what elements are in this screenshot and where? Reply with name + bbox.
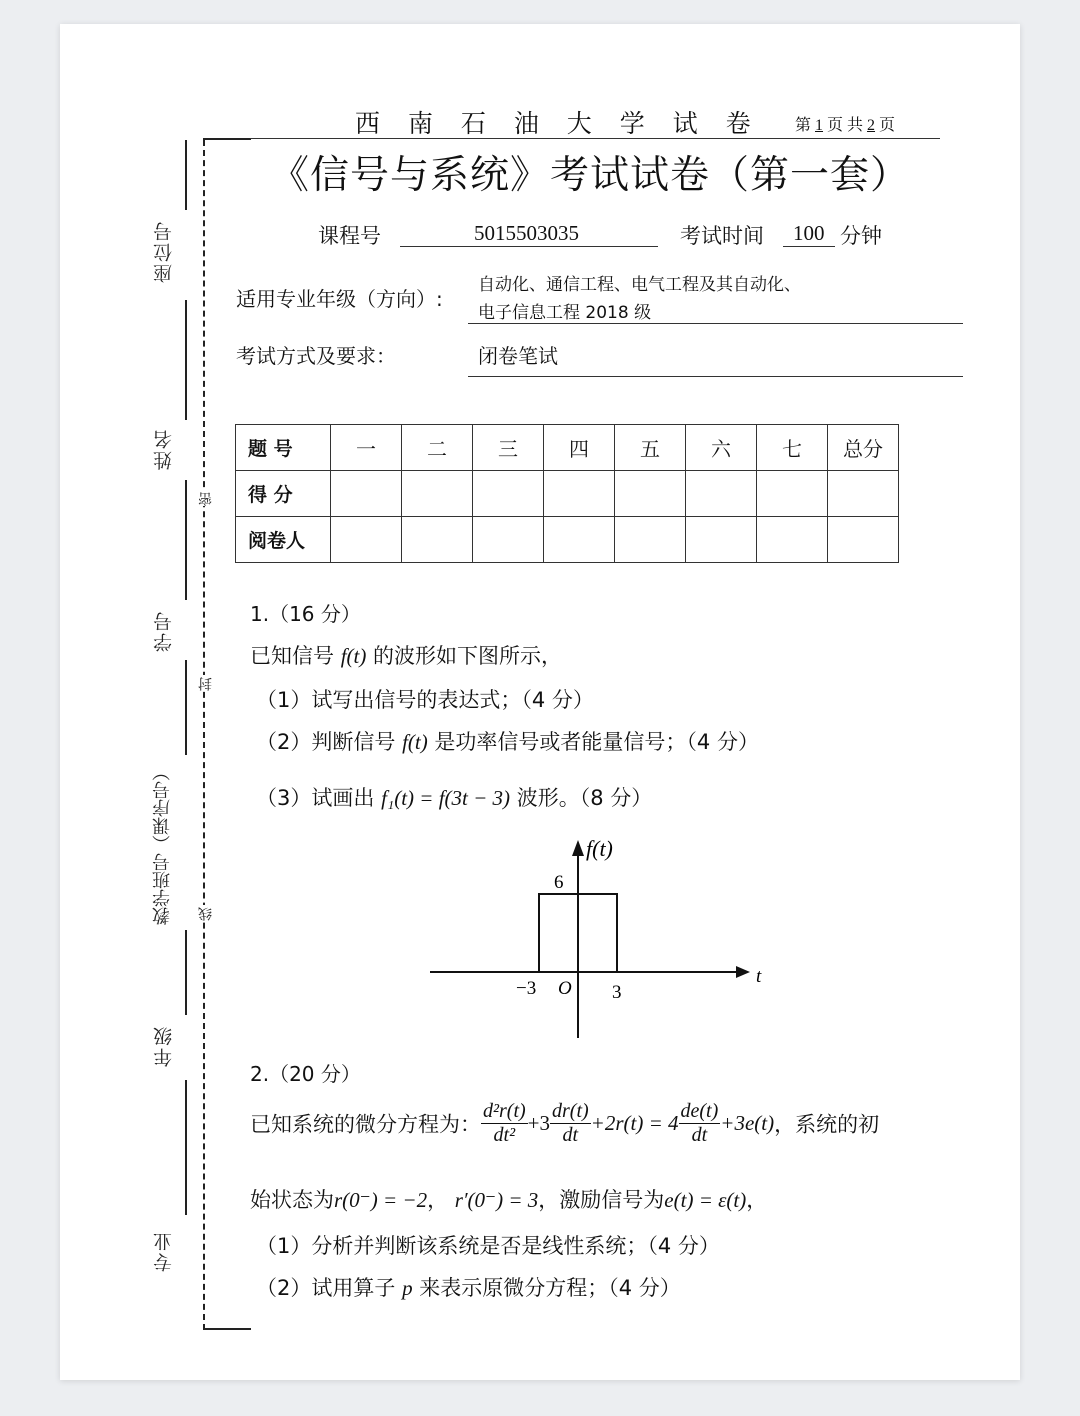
grader-cell[interactable] [686, 517, 757, 563]
q1-part-3: （3）试画出 f₁(t) = f(3t − 3) 波形。（8 分） [256, 786, 653, 810]
right-tick-label: 3 [612, 982, 622, 1003]
q1-part-1: （1）试写出信号的表达式；（4 分） [256, 688, 594, 712]
fraction-dr: $\frac{dr(t)}{dt}$ [552, 1100, 589, 1146]
grader-cell[interactable] [828, 517, 899, 563]
score-cell[interactable] [615, 471, 686, 517]
course-number: 5015503035 [474, 221, 579, 245]
university-title: 西 南 石 油 大 学 试 卷 [355, 109, 761, 138]
q2-heading: 2.（20 分） [250, 1062, 361, 1086]
y-axis-label: f(t) [586, 836, 613, 861]
score-cell[interactable] [473, 471, 544, 517]
course-underline [400, 246, 658, 247]
score-table [235, 424, 899, 563]
time-value: 100 [793, 221, 825, 245]
major-label-field: 适用专业年级（方向）: [236, 287, 443, 311]
q2-equation-line: 已知系统的微分方程为： $\frac{\text{d²r(t)}}{\text{dt²}}$ +3 $\frac{dr(t)}{dt}$ +2r(t) = 4 $\frac{de(t)}{dt}$ +3e(t)，系统的初 [250, 1100, 880, 1146]
page-total: 2 [867, 117, 876, 134]
x-axis-label: t [756, 966, 762, 987]
margin-line [185, 1080, 187, 1215]
seal-char-xian: 线 [198, 905, 214, 921]
score-cell[interactable] [402, 471, 473, 517]
origin-label: O [558, 978, 572, 999]
margin-line [185, 300, 187, 420]
left-tick-label: −3 [516, 978, 537, 999]
grade-label: 年级 [153, 1025, 175, 1067]
table-header-cell: 一 [331, 425, 402, 471]
q2-part-1: （1）分析并判断该系统是否是线性系统；（4 分） [256, 1234, 720, 1258]
mode-label: 考试方式及要求： [236, 344, 396, 368]
table-header-cell: 四 [544, 425, 615, 471]
grader-cell[interactable] [615, 517, 686, 563]
major-line-2: 电子信息工程 2018 级 [478, 303, 652, 323]
margin-line [185, 930, 187, 1015]
mode-value: 闭卷笔试 [478, 344, 558, 368]
score-cell[interactable] [828, 471, 899, 517]
q2-part-2: （2）试用算子 p 来表示原微分方程；（4 分） [256, 1276, 681, 1300]
table-header-cell: 三 [473, 425, 544, 471]
table-header-cell: 五 [615, 425, 686, 471]
time-label: 考试时间 [680, 224, 764, 248]
grader-cell[interactable] [757, 517, 828, 563]
margin-line [185, 480, 187, 600]
seal-char-mi: 密 [198, 490, 214, 506]
course-label: 课程号 [318, 224, 381, 248]
grader-cell[interactable] [331, 517, 402, 563]
table-row [236, 425, 899, 471]
table-header-cell: 七 [757, 425, 828, 471]
fraction-d2r: $\frac{\text{d²r(t)}}{\text{dt²}}$ [483, 1100, 526, 1146]
seat-label: 座位号 [153, 220, 175, 283]
signal-figure [420, 830, 780, 1045]
q1-fn: f(t) [340, 644, 367, 668]
grader-cell[interactable] [473, 517, 544, 563]
q1-intro: 已知信号 f(t) 的波形如下图所示， [250, 644, 563, 668]
table-header-cell: 二 [402, 425, 473, 471]
name-label: 姓名 [153, 428, 175, 470]
grader-cell[interactable] [544, 517, 615, 563]
score-cell[interactable] [331, 471, 402, 517]
score-cell[interactable] [757, 471, 828, 517]
exam-title: 《信号与系统》考试试卷（第一套） [270, 153, 911, 198]
fraction-de: $\frac{de(t)}{dt}$ [680, 1100, 719, 1146]
time-unit: 分钟 [840, 224, 882, 248]
y-axis-arrow [572, 840, 584, 856]
class-label: 教学班号（课序号） [152, 763, 173, 925]
major-underline [468, 323, 963, 324]
score-cell[interactable] [544, 471, 615, 517]
q1-part-2: （2）判断信号 f(t) 是功率信号或者能量信号；（4 分） [256, 730, 759, 754]
seal-line [203, 140, 205, 1330]
time-underline [783, 246, 835, 247]
page-indicator: 第 1 页 共 2 页 [795, 117, 896, 134]
seal-top-tick [203, 138, 251, 140]
seal-char-feng: 封 [198, 675, 214, 691]
height-label: 6 [554, 872, 564, 893]
page-number: 1 [815, 117, 824, 134]
x-axis-arrow [736, 966, 750, 978]
table-header-cell: 总分 [828, 425, 899, 471]
table-row [236, 517, 899, 563]
q2-initial-state: 始状态为r(0⁻) = −2， r′(0⁻) = 3，激励信号为e(t) = ε(t)， [250, 1188, 768, 1212]
margin-line [185, 660, 187, 755]
seal-bottom-tick [203, 1328, 251, 1330]
table-header-cell: 题 号 [236, 425, 331, 471]
score-cell[interactable] [686, 471, 757, 517]
table-header-cell: 六 [686, 425, 757, 471]
q1-heading: 1.（16 分） [250, 602, 361, 626]
table-row [236, 471, 899, 517]
q1-equation: f₁(t) = f(3t − 3) [381, 786, 511, 810]
margin-line [185, 140, 187, 210]
major-label: 专业 [153, 1230, 175, 1272]
grader-row-label: 阅卷人 [236, 517, 331, 563]
mode-underline [468, 376, 963, 377]
score-row-label: 得 分 [236, 471, 331, 517]
major-line-1: 自动化、通信工程、电气工程及其自动化、 [478, 275, 801, 295]
header-rule [250, 138, 940, 139]
grader-cell[interactable] [402, 517, 473, 563]
student-id-label: 学号 [153, 610, 175, 652]
